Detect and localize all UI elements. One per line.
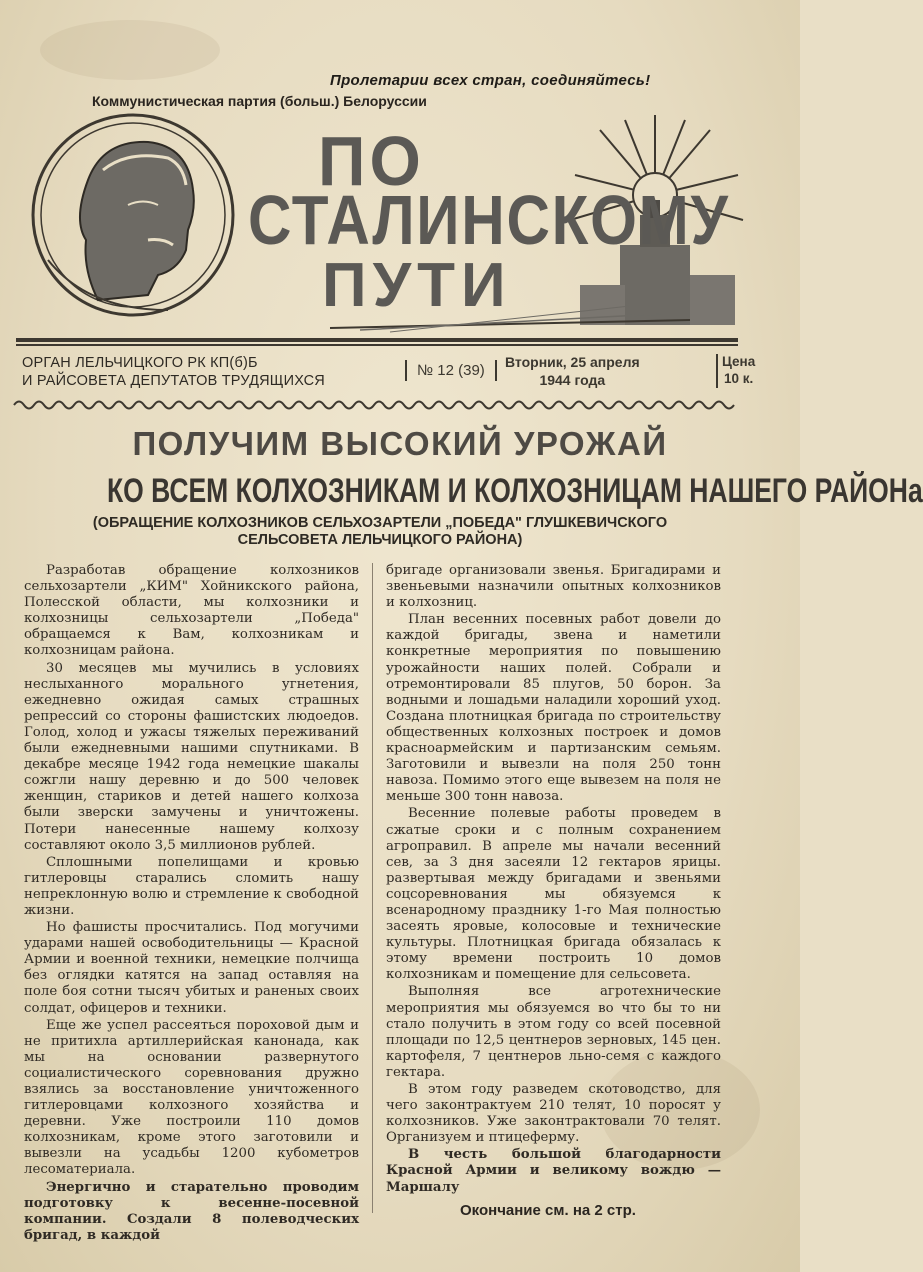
- newspaper-title-line2: СТАЛИНСКОМУ: [248, 181, 730, 259]
- newspaper-title-line3: ПУТИ: [322, 251, 512, 320]
- wave-divider: [14, 398, 739, 412]
- issue-date: [505, 354, 640, 389]
- paragraph: Весенние полевые работы проведем в сжатые сроки и с полным сохранением агроправил. В апреле мы начали весенний сев, за 3 дня засеяли 12 гектаров ярицы. развертывая между бригадами и звеньями соцсоревнования мы обязуемся к всенародному празднику 1-го Мая полностью засеять яровые, колосовые и технические культуры. Плотницкая бригада обязалась к этому времени построить 10 домов колхозникам и помещение для сельсовета.: [386, 806, 721, 983]
- paragraph: Сплошными попелищами и кровью гитлеровцы старались сломить нашу непреклонную волю и стремление к свободной жизни.: [24, 854, 359, 918]
- subhead-line2: СЕЛЬСОВЕТА ЛЕЛЬЧИЦКОГО РАЙОНА): [237, 532, 523, 549]
- paragraph: 30 месяцев мы мучились в условиях неслыханного морального угнетения, ежедневно ожидая самых страшных репрессий со стороны фашистских людоедов. Голод, холод и ужасы тяжелых переживаний были ежедневными нашими спутниками. В декабре месяце 1942 года немецкие шакалы сожгли нашу деревню и до 500 человек женщин, стариков и детей нашего колхоза были зверски замучены и уничтожены. Потери нанесенные нашему колхозу составляют около 3,5 миллионов рублей.: [24, 660, 359, 853]
- headline-secondary: КО ВСЕМ КОЛХОЗНИКАМ И КОЛХОЗНИЦАМ НАШЕГО РАЙОНа: [107, 472, 923, 510]
- column-divider: [372, 563, 373, 1213]
- organ-line2: И РАЙСОВЕТА ДЕПУТАТОВ ТРУДЯЩИХСЯ: [22, 373, 325, 390]
- subhead-line1: (ОБРАЩЕНИЕ КОЛХОЗНИКОВ СЕЛЬХОЗАРТЕЛИ „ПОБЕДА" ГЛУШКЕВИЧСКОГО: [92, 515, 668, 531]
- organ-info: [22, 354, 325, 390]
- headline-main: ПОЛУЧИМ ВЫСОКИЙ УРОЖАЙ: [132, 425, 668, 462]
- continued-note: Окончание см. на 2 стр.: [460, 1202, 636, 1219]
- ground-strip: [330, 300, 690, 335]
- date-line2: 1944 года: [539, 371, 606, 388]
- masthead-rule: [16, 338, 738, 342]
- masthead-rule-thin: [16, 344, 738, 346]
- portrait-icon: [28, 110, 243, 325]
- paragraph: План весенних посевных работ довели до каждой бригады, звена и наметили конкретные мероприятия по повышению урожайности наших полей. Собрали и отремонтировали 85 плугов, 50 борон. За водными и лошадьми наладили хороший уход. Создана плотницкая бригада по строительству общественных колхозных построек и домов красноармейским и партизанским семьям. Заготовили и вывезли на поля 250 тонн навоза. Помимо этого еще вывезем на поля не меньше 300 тонн навоза.: [386, 612, 721, 805]
- paragraph: Но фашисты просчитались. Под могучими ударами нашей освободительницы — Красной Армии и военной техники, немецкие полчища без оглядки катятся на запад оставляя на поле боя сотни тысяч убитых и раненых своих солдат, офицеров и техники.: [24, 920, 359, 1016]
- paragraph: Разработав обращение колхозников сельхозартели „КИМ" Хойникского района, Полесской области, мы колхозники и колхозницы сельхозартели „Победа" обращаемся к Вам, колхозникам и колхозницам района.: [24, 563, 359, 659]
- paragraph: Выполняя все агротехнические мероприятия мы обязуемся во что бы то ни стало получить в этом году со всей посевной площади по 12,5 центнеров зерновых, 145 цен. картофеля, 7 центнеров льно-семя с каждого гектара.: [386, 984, 721, 1080]
- paragraph: В этом году разведем скотоводство, для чего законтрактуем 210 телят, 10 поросят у колхозников. Уже законтрактовали 70 телят. Организуем и птицеферму.: [386, 1082, 721, 1146]
- newspaper-title-line1: ПО: [318, 122, 425, 200]
- party-line: Коммунистическая партия (больш.) Белоруссии: [92, 93, 427, 109]
- date-line1: Вторник, 25 апреля: [505, 354, 640, 370]
- issue-number: № 12 (39): [405, 360, 497, 381]
- paragraph: бригаде организовали звенья. Бригадирами и звеньевыми назначили опытных колхозников и колхозниц.: [386, 563, 721, 611]
- paragraph: Энергично и старательно проводим подготовку к весенне-посевной компании. Создали 8 полеводческих бригад, в каждой: [24, 1179, 359, 1243]
- organ-line1: ОРГАН ЛЕЛЬЧИЦКОГО РК КП(б)Б: [22, 355, 258, 371]
- price: [716, 354, 755, 388]
- paper-stain: [40, 20, 220, 80]
- article-column-left: [24, 563, 359, 1245]
- slogan: Пролетарии всех стран, соединяйтесь!: [330, 72, 651, 89]
- paragraph: В честь большой благодарности Красной Армии и великому вождю — Маршалу: [386, 1147, 721, 1195]
- article-column-right: [386, 563, 721, 1197]
- paragraph: Еще же успел рассеяться пороховой дым и не притихла артиллерийская канонада, как мы на основании развернутого социалистического соревнования дружно взялись за восстановление уничтоженного гитлеровцами колхозного хозяйства и деревни. Уже построили 110 домов колхозникам, кроме этого заготовили и вывезли на усадьбы 1200 кубометров лесоматериала.: [24, 1017, 359, 1178]
- price-line1: Цена: [722, 354, 756, 369]
- article-subhead: [40, 515, 720, 550]
- price-line2: 10 к.: [723, 370, 754, 386]
